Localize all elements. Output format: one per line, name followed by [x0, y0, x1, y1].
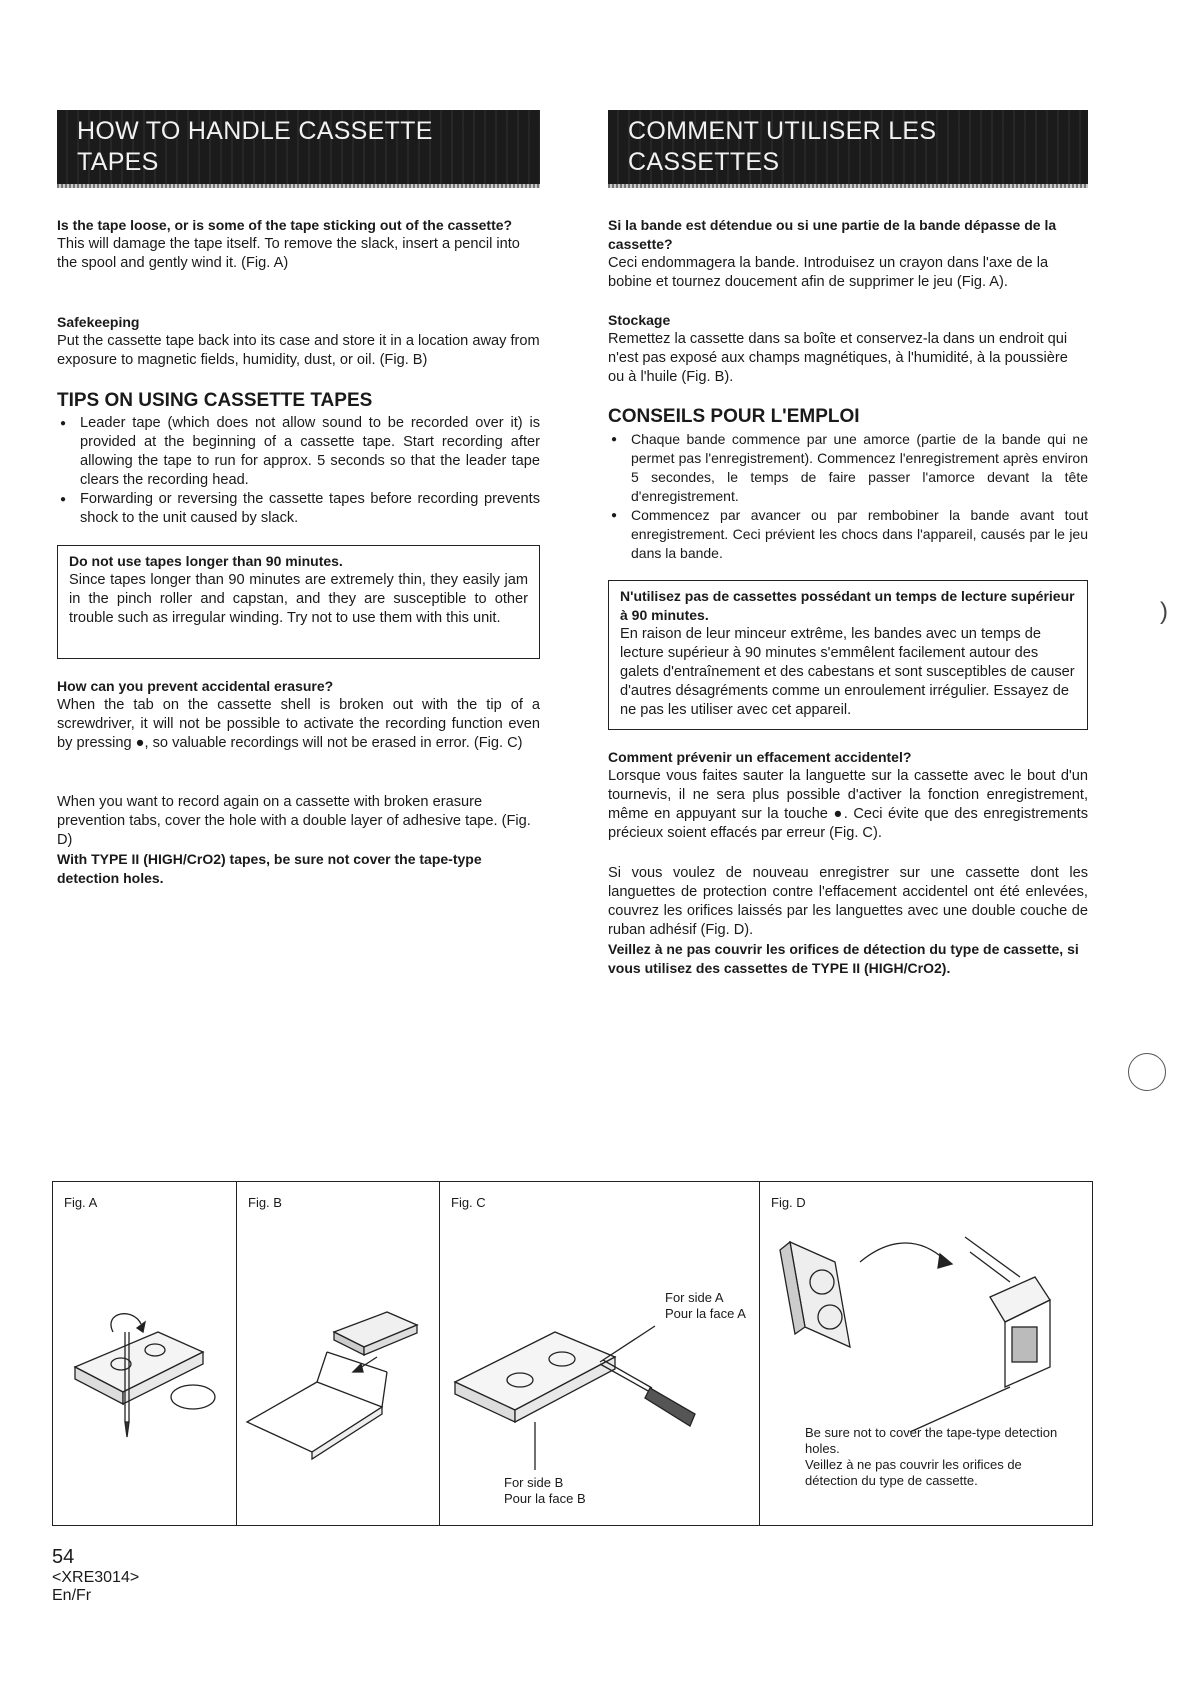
english-erasure-section [57, 677, 540, 753]
figure-d [759, 1182, 1091, 1525]
english-90-minute-warning-text: Since tapes longer than 90 minutes are extremely thin, they easily jam in the pinch roller and capstan, and they are susceptible to other trouble such as irregular winding. Try not to use them with this unit. [69, 572, 528, 626]
english-rerecord-text: When you want to record again on a cassette with broken erasure prevention tabs, cover the hole with a double layer of adhesive tape. (Fig. D) [57, 794, 531, 848]
english-safekeeping-title: Safekeeping [57, 314, 140, 330]
english-banner-line2: TAPES [77, 148, 159, 176]
page-footer [52, 1546, 139, 1605]
french-90-minute-warning-box [608, 580, 1088, 730]
figure-d-caption-fr: Veillez à ne pas couvrir les orifices de détection du type de cassette. [805, 1457, 1022, 1488]
figures-panel [52, 1181, 1093, 1526]
english-loose-tape-section [57, 216, 540, 273]
english-type2-warning: With TYPE II (HIGH/CrO2) tapes, be sure not cover the tape-type detection holes. [57, 851, 482, 886]
english-safekeeping-section [57, 313, 540, 370]
french-rerecord-text: Si vous voulez de nouveau enregistrer sur une cassette dont les languettes de protection contre l'effacement accidentel ont été enlevées, couvrez les orifices laissés par les languettes avec une double couche de ruban adhésif (Fig. D). [608, 865, 1088, 938]
figure-c-side-a-en: For side A [665, 1290, 724, 1305]
figure-b-illustration [237, 1182, 440, 1527]
english-tips-heading: TIPS ON USING CASSETTE TAPES [57, 390, 373, 411]
english-tip-2: ● Forwarding or reversing the cassette tapes before recording prevents shock to the unit caused by slack. [57, 490, 540, 528]
language-code: En/Fr [52, 1587, 92, 1604]
english-90-minute-warning-box [57, 545, 540, 659]
french-banner-line2: CASSETTES [628, 148, 780, 176]
figure-c-side-b-fr: Pour la face B [504, 1491, 586, 1506]
figure-c-side-b-caption [504, 1475, 586, 1507]
french-rerecord-section [608, 864, 1088, 978]
french-type2-warning: Veillez à ne pas couvrir les orifices de détection du type de cassette, si vous utilisez des cassettes de TYPE II (HIGH/CrO2). [608, 941, 1079, 976]
english-tip-1: ● Leader tape (which does not allow sound to be recorded over it) is provided at the beginning of a cassette tape. Start recording after allowing the tape to run for approx. 5 seconds so that the leader tape clears the recording head. [57, 414, 540, 490]
english-banner-line1: HOW TO HANDLE CASSETTE [77, 117, 433, 145]
margin-paren-mark: ) [1160, 598, 1168, 625]
french-90-minute-warning-text: En raison de leur minceur extrême, les bandes avec un temps de lecture supérieur à 90 minutes s'emmêlent facilement autour des galets d'entraînement et des cabestans et sont susceptibles de causer d'autres désagréments comme un enroulement irrégulier. Essayez de ne pas les utiliser avec cet appareil. [620, 626, 1075, 718]
french-loose-tape-question: Si la bande est détendue ou si une partie de la bande dépasse de la cassette? [608, 217, 1057, 252]
french-tip-2: ● Commencez par avancer ou par rembobiner la bande avant tout enregistrement. Ceci prévient les chocs dans l'appareil, causés par le jeu dans la bande. [608, 506, 1088, 563]
figure-b [236, 1182, 439, 1525]
english-tips-list [57, 414, 540, 528]
figure-c-side-a-caption [665, 1290, 746, 1322]
margin-circle-mark [1128, 1053, 1166, 1091]
french-banner-line1: COMMENT UTILISER LES [628, 117, 937, 145]
english-safekeeping-text: Put the cassette tape back into its case and store it in a location away from exposure to magnetic fields, humidity, dust, or oil. (Fig. B) [57, 333, 540, 368]
french-safekeeping-section [608, 311, 1088, 387]
english-section-banner [57, 110, 540, 184]
french-loose-tape-section [608, 216, 1088, 292]
french-tip-1: ● Chaque bande commence par une amorce (partie de la bande qui ne permet pas l'enregistrement). Commencez l'enregistrement après environ 5 secondes, le temps de faire passer l'amorce devant la tête d'enregistrement. [608, 430, 1088, 506]
french-erasure-text: Lorsque vous faites sauter la languette sur la cassette avec le bout d'un tournevis, il ne sera plus possible d'activer la fonction enregistrement, même en appuyant sur la touche ●. Ceci évite que des enregistrements précieux soient effacés par erreur (Fig. C). [608, 768, 1088, 841]
french-90-minute-warning-title: N'utilisez pas de cassettes possédant un temps de lecture supérieur à 90 minutes. [620, 588, 1075, 623]
figure-d-caption [805, 1425, 1075, 1489]
french-erasure-title: Comment prévenir un effacement accidentel? [608, 749, 912, 765]
page-number: 54 [52, 1546, 75, 1568]
french-section-banner [608, 110, 1088, 184]
figure-c [439, 1182, 759, 1525]
figure-c-side-b-en: For side B [504, 1475, 564, 1490]
figure-d-caption-en: Be sure not to cover the tape-type detection holes. [805, 1425, 1058, 1456]
figure-d-label: Fig. D [771, 1195, 806, 1210]
english-90-minute-warning-title: Do not use tapes longer than 90 minutes. [69, 553, 343, 569]
figure-c-label: Fig. C [451, 1195, 486, 1210]
french-erasure-section [608, 748, 1088, 843]
french-banner-underline [608, 184, 1088, 188]
french-safekeeping-title: Stockage [608, 312, 671, 328]
figure-a-illustration [53, 1182, 236, 1527]
french-tips-heading: CONSEILS POUR L'EMPLOI [608, 406, 860, 427]
model-number: <XRE3014> [52, 1569, 140, 1586]
english-erasure-text: When the tab on the cassette shell is broken out with the tip of a screwdriver, it will not be possible to activate the recording function even by pressing ●, so valuable recordings will not be erased in error. (Fig. C) [57, 697, 540, 751]
figure-c-illustration [440, 1182, 760, 1527]
french-safekeeping-text: Remettez la cassette dans sa boîte et conservez-la dans un endroit qui n'est pas exposé aux champs magnétiques, à l'humidité, à la poussière ou à l'huile (Fig. B). [608, 331, 1068, 385]
french-loose-tape-answer: Ceci endommagera la bande. Introduisez un crayon dans l'axe de la bobine et tournez doucement afin de supprimer le jeu (Fig. A). [608, 255, 1049, 290]
english-banner-underline [57, 184, 540, 188]
english-loose-tape-question: Is the tape loose, or is some of the tape sticking out of the cassette? [57, 217, 513, 233]
english-loose-tape-answer: This will damage the tape itself. To remove the slack, insert a pencil into the spool and gently wind it. (Fig. A) [57, 236, 520, 271]
figure-c-side-a-fr: Pour la face A [665, 1306, 746, 1321]
figure-b-label: Fig. B [248, 1195, 282, 1210]
figure-a-label: Fig. A [64, 1195, 98, 1210]
english-rerecord-section [57, 793, 540, 888]
figure-a [53, 1182, 236, 1525]
english-erasure-title: How can you prevent accidental erasure? [57, 678, 334, 694]
french-tips-list [608, 430, 1088, 563]
